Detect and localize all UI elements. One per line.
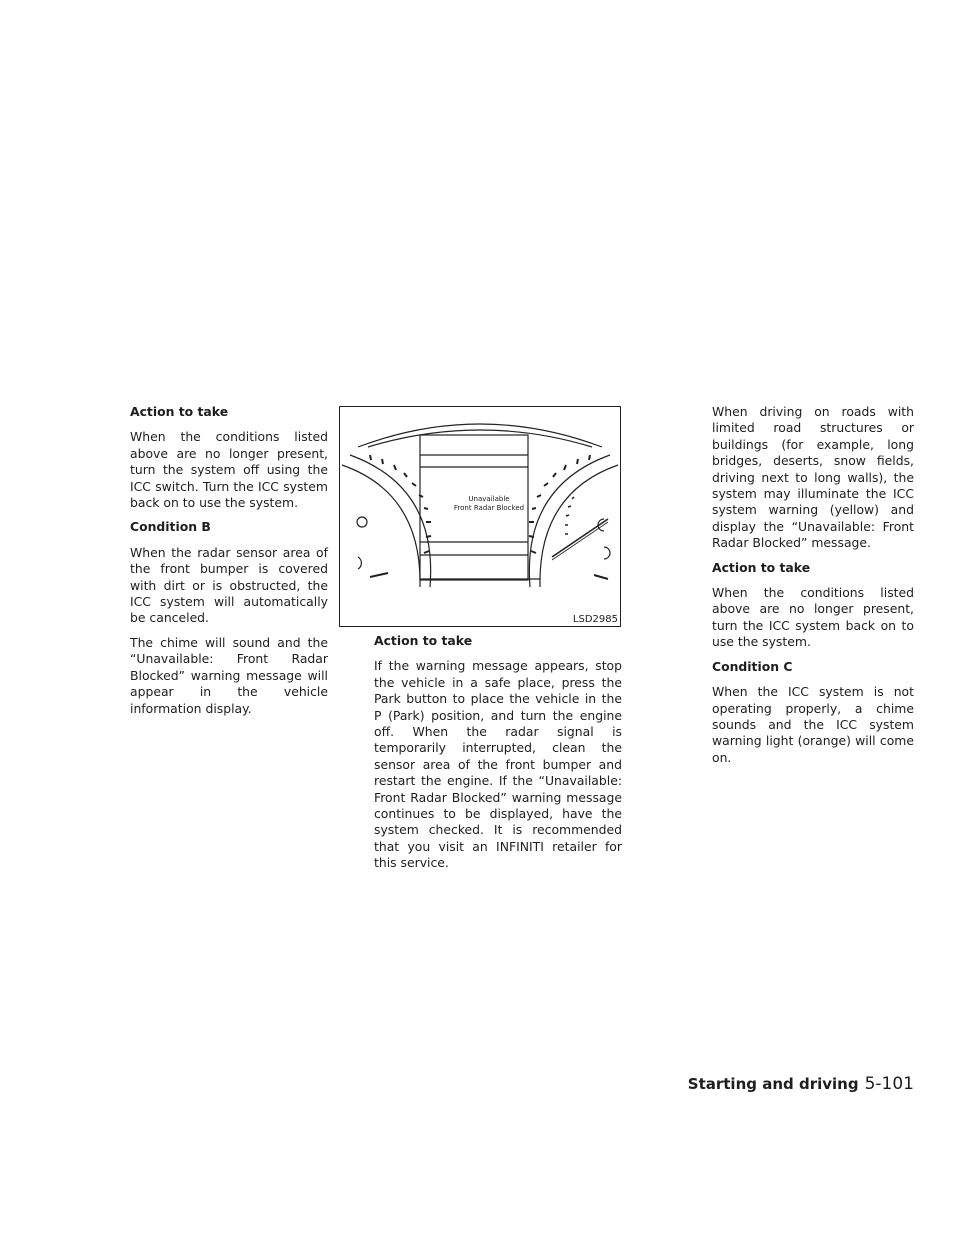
paragraph: When the ICC system is not operating properly, a chime sounds and the ICC system warning light (orange) will come on.: [712, 684, 914, 765]
text-column-left: [130, 404, 328, 725]
paragraph: The chime will sound and the “Unavailable: Front Radar Blocked” warning message will appear in the vehicle information display.: [130, 634, 328, 716]
heading-action-to-take: Action to take: [374, 633, 473, 648]
page-footer: [688, 1074, 914, 1094]
paragraph: When the conditions listed above are no longer present, turn the ICC system back on to use the system.: [712, 585, 914, 650]
paragraph: If the warning message appears, stop the vehicle in a safe place, press the Park button to place the vehicle in the P (Park) position, and turn the engine off. When the radar signal is temporarily interrupted, clean the sensor area of the front bumper and restart the engine. If the “Unavailable: Front Radar Blocked” warning message continues to be displayed, have the system checked. It is recommended that you visit an INFINITI retailer for this service.: [374, 658, 622, 871]
paragraph: When driving on roads with limited road structures or buildings (for example, long bridges, deserts, snow fields, driving next to long walls), the system may illuminate the ICC system warning (yellow) and display the “Unavailable: Front Radar Blocked” message.: [712, 404, 914, 551]
heading-condition-b: Condition B: [130, 519, 211, 535]
paragraph: When the conditions listed above are no longer present, turn the system off using the ICC switch. Turn the ICC system back on to use the system.: [130, 429, 328, 511]
figure-code: LSD2985: [572, 614, 618, 625]
heading-action-to-take: Action to take: [712, 559, 811, 575]
section-title: Starting and driving: [687, 1075, 859, 1093]
warning-message: [444, 495, 534, 513]
text-column-middle: [374, 633, 622, 880]
instrument-cluster-illustration: [339, 406, 621, 627]
text-column-right: [712, 404, 914, 774]
cluster-drawing: [340, 407, 620, 626]
paragraph: When the radar sensor area of the front bumper is covered with dirt or is obstructed, the ICC system will automatically be canceled.: [130, 544, 328, 626]
heading-action-to-take: Action to take: [130, 404, 229, 419]
warning-message-line2: Front Radar Blocked: [453, 504, 525, 512]
warning-message-line1: Unavailable: [468, 495, 510, 503]
page-number: 5-101: [864, 1074, 914, 1094]
heading-condition-c: Condition C: [712, 658, 793, 674]
